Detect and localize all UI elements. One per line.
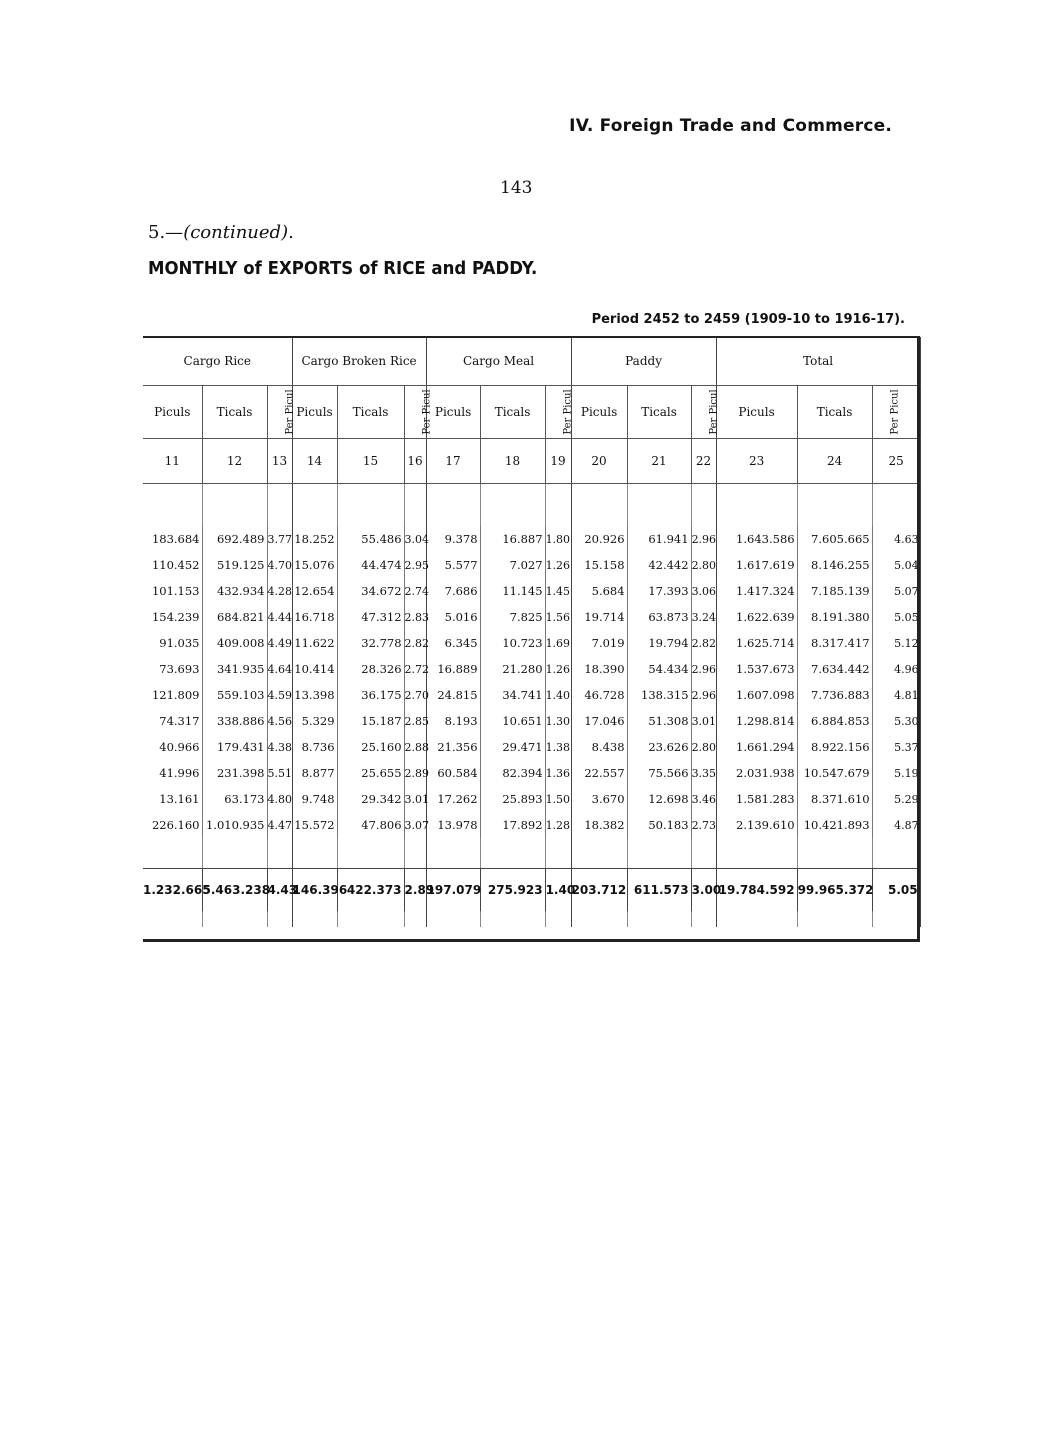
column-number: 19	[545, 439, 571, 484]
table-cell: 1.417.324	[716, 578, 797, 604]
column-number: 14	[292, 439, 337, 484]
table-cell: 2.96	[691, 656, 716, 682]
table-cell: 559.103	[202, 682, 267, 708]
table-row	[143, 604, 920, 630]
column-number: 23	[716, 439, 797, 484]
table-cell: 63.873	[627, 604, 691, 630]
table-cell: 1.617.619	[716, 552, 797, 578]
table-cell: 16.887	[480, 526, 545, 552]
table-cell: 1.28	[545, 812, 571, 838]
table-cell: 1.581.283	[716, 786, 797, 812]
table-cell: 1.69	[545, 630, 571, 656]
table-cell: 25.655	[337, 760, 404, 786]
column-header: Piculs	[292, 386, 337, 439]
column-number: 22	[691, 439, 716, 484]
table-cell: 50.183	[627, 812, 691, 838]
table-cell: 13.161	[143, 786, 202, 812]
table-cell: 409.008	[202, 630, 267, 656]
table-cell: 1.36	[545, 760, 571, 786]
table-cell: 5.19	[872, 760, 920, 786]
total-cell: 5.463.238	[202, 869, 267, 912]
table-cell: 21.280	[480, 656, 545, 682]
table-cell: 18.252	[292, 526, 337, 552]
table-cell: 15.572	[292, 812, 337, 838]
table-cell: 1.010.935	[202, 812, 267, 838]
table-cell: 2.82	[691, 630, 716, 656]
table-cell: 2.80	[691, 552, 716, 578]
table-cell: 1.537.673	[716, 656, 797, 682]
spacer-row	[143, 484, 920, 527]
table-cell: 1.30	[545, 708, 571, 734]
table-cell: 4.80	[267, 786, 292, 812]
table-cell: 1.56	[545, 604, 571, 630]
table-cell: 16.889	[426, 656, 480, 682]
table-cell: 1.622.639	[716, 604, 797, 630]
table-cell: 60.584	[426, 760, 480, 786]
table-cell: 1.45	[545, 578, 571, 604]
table-cell: 432.934	[202, 578, 267, 604]
table-cell: 1.607.098	[716, 682, 797, 708]
table-cell: 101.153	[143, 578, 202, 604]
table-row	[143, 682, 920, 708]
table-cell: 4.44	[267, 604, 292, 630]
table-cell: 6.345	[426, 630, 480, 656]
table-cell: 75.566	[627, 760, 691, 786]
table-cell: 15.187	[337, 708, 404, 734]
period-label: Period 2452 to 2459 (1909-10 to 1916-17).	[591, 312, 905, 327]
table-cell: 51.308	[627, 708, 691, 734]
table-cell: 55.486	[337, 526, 404, 552]
table-cell: 4.28	[267, 578, 292, 604]
table-cell: 7.185.139	[797, 578, 872, 604]
table-cell: 34.741	[480, 682, 545, 708]
table-cell: 29.342	[337, 786, 404, 812]
table-cell: 16.718	[292, 604, 337, 630]
table-cell: 10.547.679	[797, 760, 872, 786]
table-cell: 4.63	[872, 526, 920, 552]
column-header: Per Picul	[267, 386, 292, 439]
column-number: 17	[426, 439, 480, 484]
table-cell: 5.684	[571, 578, 627, 604]
column-header: Per Picul	[691, 386, 716, 439]
table-cell: 3.35	[691, 760, 716, 786]
table-cell: 7.634.442	[797, 656, 872, 682]
table-cell: 17.892	[480, 812, 545, 838]
table-cell: 25.893	[480, 786, 545, 812]
table-cell: 41.996	[143, 760, 202, 786]
column-header: Ticals	[337, 386, 404, 439]
table-cell: 7.686	[426, 578, 480, 604]
table-cell: 54.434	[627, 656, 691, 682]
table-cell: 3.01	[691, 708, 716, 734]
total-cell: 1.40	[545, 869, 571, 912]
table-cell: 3.46	[691, 786, 716, 812]
table-row	[143, 734, 920, 760]
table-cell: 7.027	[480, 552, 545, 578]
table-cell: 7.605.665	[797, 526, 872, 552]
table-cell: 2.89	[404, 760, 426, 786]
table-cell: 2.88	[404, 734, 426, 760]
table-cell: 2.96	[691, 526, 716, 552]
table-cell: 1.643.586	[716, 526, 797, 552]
table-cell: 2.80	[691, 734, 716, 760]
group-header: Cargo Meal	[426, 337, 571, 386]
total-cell: 4.43	[267, 869, 292, 912]
table-cell: 63.173	[202, 786, 267, 812]
table-cell: 32.778	[337, 630, 404, 656]
section-title: IV. Foreign Trade and Commerce.	[569, 116, 892, 136]
table-cell: 226.160	[143, 812, 202, 838]
table-cell: 18.382	[571, 812, 627, 838]
column-header: Ticals	[627, 386, 691, 439]
table-cell: 3.670	[571, 786, 627, 812]
table-number: 5.—	[148, 222, 184, 243]
column-number: 13	[267, 439, 292, 484]
table-cell: 2.72	[404, 656, 426, 682]
table-cell: 82.394	[480, 760, 545, 786]
table-cell: 5.016	[426, 604, 480, 630]
continued-label	[148, 222, 294, 243]
group-header: Cargo Broken Rice	[292, 337, 426, 386]
table-cell: 74.317	[143, 708, 202, 734]
table-cell: 8.736	[292, 734, 337, 760]
total-cell: 275.923	[480, 869, 545, 912]
column-header: Per Picul	[872, 386, 920, 439]
table-row	[143, 760, 920, 786]
table-cell: 3.04	[404, 526, 426, 552]
tail-row	[143, 911, 920, 927]
table-cell: 22.557	[571, 760, 627, 786]
table-cell: 2.139.610	[716, 812, 797, 838]
total-cell: 611.573	[627, 869, 691, 912]
column-number: 20	[571, 439, 627, 484]
total-cell: 197.079	[426, 869, 480, 912]
table-row	[143, 656, 920, 682]
table-cell: 1.38	[545, 734, 571, 760]
total-cell: 5.05	[872, 869, 920, 912]
table-cell: 24.815	[426, 682, 480, 708]
table-cell: 1.26	[545, 656, 571, 682]
table-cell: 341.935	[202, 656, 267, 682]
table-cell: 3.77	[267, 526, 292, 552]
table-cell: 183.684	[143, 526, 202, 552]
table-cell: 4.38	[267, 734, 292, 760]
column-number-row	[143, 439, 920, 484]
table-cell: 3.07	[404, 812, 426, 838]
table-cell: 25.160	[337, 734, 404, 760]
table-cell: 29.471	[480, 734, 545, 760]
table-cell: 5.30	[872, 708, 920, 734]
table-cell: 21.356	[426, 734, 480, 760]
total-cell: 19.784.592	[716, 869, 797, 912]
table-cell: 1.298.814	[716, 708, 797, 734]
table-row	[143, 552, 920, 578]
column-number: 16	[404, 439, 426, 484]
table-cell: 5.12	[872, 630, 920, 656]
table-cell: 23.626	[627, 734, 691, 760]
column-header: Ticals	[202, 386, 267, 439]
total-cell: 146.396	[292, 869, 337, 912]
table-cell: 5.51	[267, 760, 292, 786]
table-cell: 73.693	[143, 656, 202, 682]
table-cell: 15.158	[571, 552, 627, 578]
table-cell: 4.56	[267, 708, 292, 734]
column-header: Per Picul	[545, 386, 571, 439]
table-cell: 36.175	[337, 682, 404, 708]
table-cell: 1.50	[545, 786, 571, 812]
table-cell: 2.82	[404, 630, 426, 656]
table-cell: 61.941	[627, 526, 691, 552]
column-header: Ticals	[480, 386, 545, 439]
sub-header-row	[143, 386, 920, 439]
table-cell: 8.193	[426, 708, 480, 734]
table-cell: 12.654	[292, 578, 337, 604]
column-header: Piculs	[426, 386, 480, 439]
table-cell: 10.414	[292, 656, 337, 682]
total-cell: 3.00	[691, 869, 716, 912]
table-cell: 5.29	[872, 786, 920, 812]
table-cell: 34.672	[337, 578, 404, 604]
table-cell: 4.64	[267, 656, 292, 682]
table-cell: 519.125	[202, 552, 267, 578]
group-header: Paddy	[571, 337, 716, 386]
table-cell: 2.74	[404, 578, 426, 604]
column-header: Ticals	[797, 386, 872, 439]
table-cell: 91.035	[143, 630, 202, 656]
table-row	[143, 786, 920, 812]
table-cell: 4.49	[267, 630, 292, 656]
table-cell: 9.378	[426, 526, 480, 552]
table-cell: 8.191.380	[797, 604, 872, 630]
table-cell: 1.661.294	[716, 734, 797, 760]
column-number: 18	[480, 439, 545, 484]
table-cell: 8.922.156	[797, 734, 872, 760]
table-cell: 1.26	[545, 552, 571, 578]
table-row	[143, 708, 920, 734]
table-cell: 2.95	[404, 552, 426, 578]
table-cell: 692.489	[202, 526, 267, 552]
column-number: 12	[202, 439, 267, 484]
group-header: Total	[716, 337, 920, 386]
group-header: Cargo Rice	[143, 337, 292, 386]
table-cell: 3.01	[404, 786, 426, 812]
table-cell: 8.146.255	[797, 552, 872, 578]
table-cell: 13.398	[292, 682, 337, 708]
table-cell: 10.651	[480, 708, 545, 734]
table-cell: 46.728	[571, 682, 627, 708]
table-cell: 338.886	[202, 708, 267, 734]
table-cell: 47.312	[337, 604, 404, 630]
table-cell: 2.85	[404, 708, 426, 734]
table-cell: 5.07	[872, 578, 920, 604]
column-number: 11	[143, 439, 202, 484]
table-cell: 11.145	[480, 578, 545, 604]
table-cell: 5.329	[292, 708, 337, 734]
table-cell: 2.83	[404, 604, 426, 630]
table-cell: 4.47	[267, 812, 292, 838]
table-cell: 2.73	[691, 812, 716, 838]
table-cell: 231.398	[202, 760, 267, 786]
table-cell: 20.926	[571, 526, 627, 552]
table-cell: 110.452	[143, 552, 202, 578]
table-cell: 2.96	[691, 682, 716, 708]
column-header: Piculs	[571, 386, 627, 439]
table-cell: 6.884.853	[797, 708, 872, 734]
table-cell: 7.019	[571, 630, 627, 656]
column-number: 24	[797, 439, 872, 484]
table-cell: 40.966	[143, 734, 202, 760]
table-cell: 17.393	[627, 578, 691, 604]
table-cell: 5.577	[426, 552, 480, 578]
table-row	[143, 630, 920, 656]
table-cell: 154.239	[143, 604, 202, 630]
column-number: 15	[337, 439, 404, 484]
table-cell: 5.37	[872, 734, 920, 760]
exports-table	[143, 337, 921, 927]
table-cell: 4.70	[267, 552, 292, 578]
table-row	[143, 578, 920, 604]
table-cell: 28.326	[337, 656, 404, 682]
table-cell: 4.96	[872, 656, 920, 682]
table-cell: 10.723	[480, 630, 545, 656]
total-cell: 2.89	[404, 869, 426, 912]
table-cell: 15.076	[292, 552, 337, 578]
table-cell: 2.70	[404, 682, 426, 708]
total-cell: 1.232.665	[143, 869, 202, 912]
table-cell: 684.821	[202, 604, 267, 630]
table-cell: 4.87	[872, 812, 920, 838]
table-cell: 11.622	[292, 630, 337, 656]
table-row	[143, 812, 920, 838]
table-cell: 42.442	[627, 552, 691, 578]
total-cell: 203.712	[571, 869, 627, 912]
gap-row	[143, 838, 920, 869]
table-cell: 19.714	[571, 604, 627, 630]
table-row	[143, 526, 920, 552]
column-header: Per Picul	[404, 386, 426, 439]
table-cell: 9.748	[292, 786, 337, 812]
total-cell: 99.965.372	[797, 869, 872, 912]
page-title: MONTHLY of EXPORTS of RICE and PADDY.	[148, 258, 538, 279]
table-cell: 2.031.938	[716, 760, 797, 786]
table-cell: 7.736.883	[797, 682, 872, 708]
table-cell: 4.59	[267, 682, 292, 708]
table-cell: 3.24	[691, 604, 716, 630]
table-cell: 8.438	[571, 734, 627, 760]
table-cell: 7.825	[480, 604, 545, 630]
table-cell: 138.315	[627, 682, 691, 708]
table-cell: 8.877	[292, 760, 337, 786]
table-cell: 10.421.893	[797, 812, 872, 838]
table-cell: 18.390	[571, 656, 627, 682]
column-header: Piculs	[143, 386, 202, 439]
table-cell: 8.371.610	[797, 786, 872, 812]
continued-end: .	[288, 222, 294, 243]
table-cell: 12.698	[627, 786, 691, 812]
table-cell: 44.474	[337, 552, 404, 578]
table-cell: 1.625.714	[716, 630, 797, 656]
table-cell: 121.809	[143, 682, 202, 708]
column-header: Piculs	[716, 386, 797, 439]
total-cell: 422.373	[337, 869, 404, 912]
column-number: 25	[872, 439, 920, 484]
table-cell: 17.262	[426, 786, 480, 812]
totals-row	[143, 869, 920, 912]
table-cell: 19.794	[627, 630, 691, 656]
table-cell: 179.431	[202, 734, 267, 760]
page-number: 143	[500, 178, 533, 198]
column-number: 21	[627, 439, 691, 484]
table-cell: 4.81	[872, 682, 920, 708]
table-cell: 8.317.417	[797, 630, 872, 656]
table-cell: 1.80	[545, 526, 571, 552]
group-header-row	[143, 337, 920, 386]
table-cell: 5.04	[872, 552, 920, 578]
table-cell: 47.806	[337, 812, 404, 838]
table-cell: 5.05	[872, 604, 920, 630]
table-cell: 17.046	[571, 708, 627, 734]
continued-word: (continued)	[183, 222, 289, 243]
table-cell: 3.06	[691, 578, 716, 604]
table-cell: 1.40	[545, 682, 571, 708]
table-cell: 13.978	[426, 812, 480, 838]
